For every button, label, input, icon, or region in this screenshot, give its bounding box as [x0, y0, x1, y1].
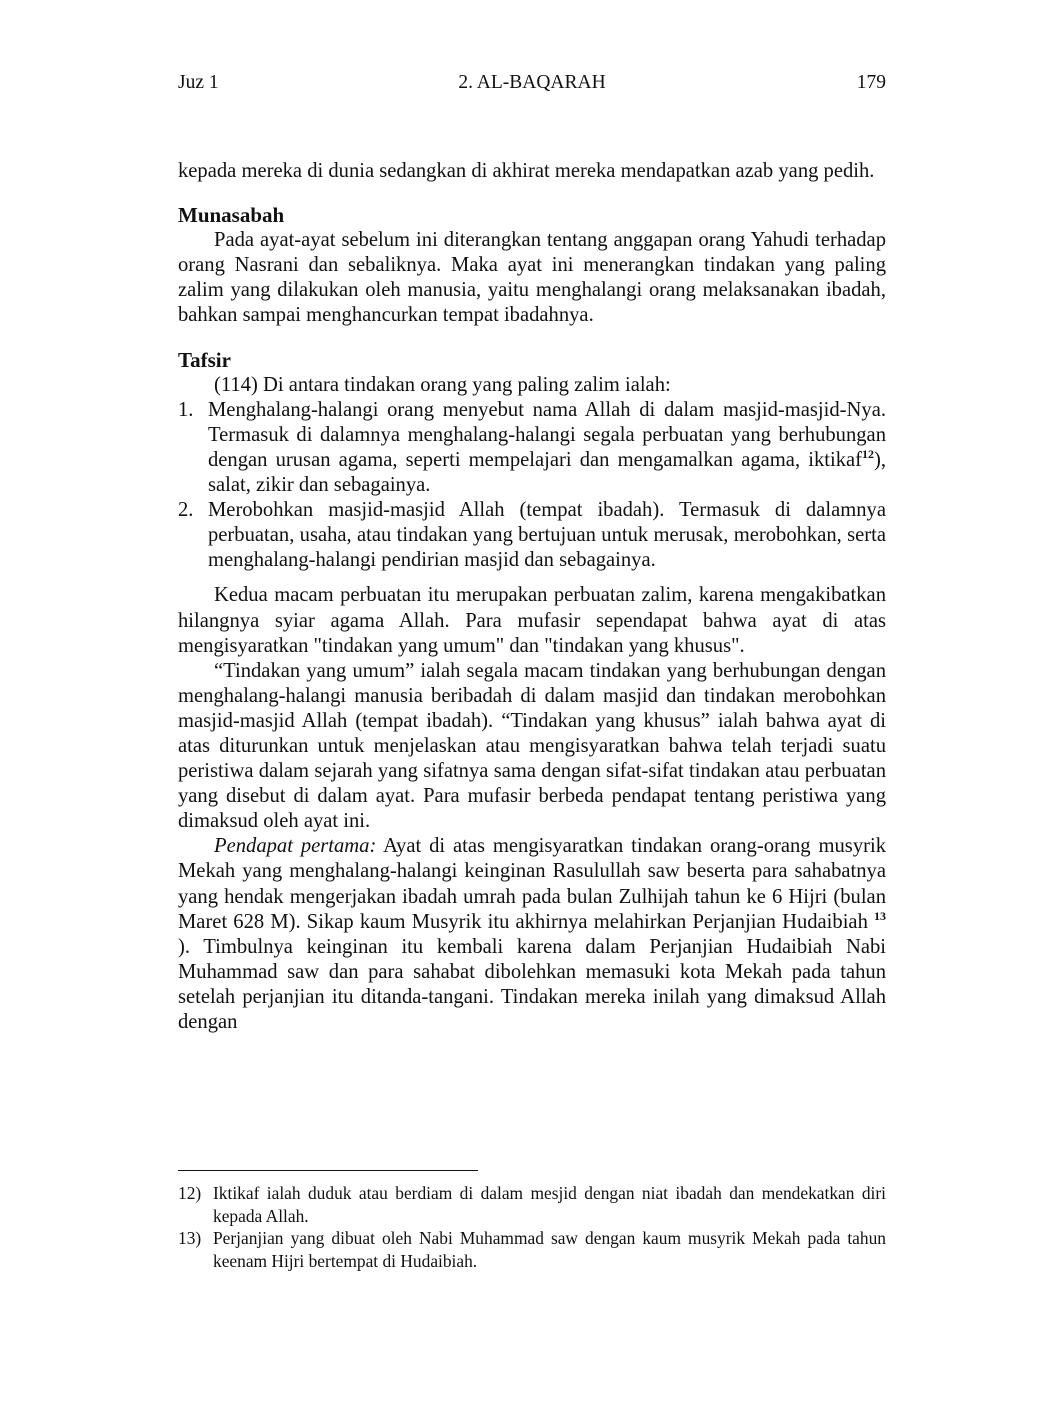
- footnote-12: [178, 1182, 886, 1227]
- list-text-cont: ), salat, zikir dan sebagainya.: [208, 448, 886, 497]
- list-number: 2.: [178, 499, 194, 522]
- munasabah-paragraph: Pada ayat-ayat sebelum ini diterangkan tentang anggapan orang Yahudi terhadap orang Nasrani dan sebaliknya. Maka ayat ini menerangkan tindakan yang paling zalim yang dilakukan oleh manusia, yaitu menghalangi orang melaksanakan ibadah, bahkan sampai menghancurkan tempat ibadahnya.: [178, 229, 886, 327]
- paragraph-text-cont: ). Timbulnya keinginan itu kembali karena dalam Perjanjian Hudaibiah Nabi Muhammad saw dan para sahabat dibolehkan memasuki kota Mekah pada tahun setelah perjanjian itu ditanda-tangani. Tindakan mereka inilah yang dimaksud Allah dengan: [178, 935, 886, 1033]
- footnote-13: [178, 1227, 886, 1272]
- paragraph-text: Ayat di atas mengisyaratkan tindakan orang-orang musyrik Mekah yang menghalang-halangi keinginan Rasulullah saw beserta para sahabatnya yang hendak mengerjakan ibadah umrah pada bulan Zulhijah tahun ke 6 Hijri (bulan Maret 628 M). Sikap kaum Musyrik itu akhirnya melahirkan Perjanjian Hudaibiah: [178, 835, 886, 933]
- tafsir-paragraph-3: [178, 834, 886, 1035]
- juz-label: Juz 1: [178, 72, 219, 93]
- list-text: Menghalang-halangi orang menyebut nama Allah di dalam masjid-masjid-Nya. Termasuk di dalamnya menghalang-halangi segala perbuatan yang berhubungan dengan urusan agama, seperti mempelajari dan mengamalkan agama, iktikaf: [208, 398, 886, 471]
- tafsir-lead: (114) Di antara tindakan orang yang paling zalim ialah:: [214, 373, 671, 396]
- footnote-number: 12): [178, 1183, 202, 1203]
- footnote-ref-13[interactable]: 13: [874, 908, 886, 923]
- footnote-ref-12[interactable]: 12: [861, 446, 874, 461]
- list-item: [178, 398, 886, 498]
- tafsir-heading: Tafsir: [178, 347, 231, 372]
- list-number: 1.: [178, 398, 194, 421]
- italic-lead: Pendapat pertama:: [214, 835, 377, 858]
- surah-title: 2. AL-BAQARAH: [458, 72, 606, 93]
- munasabah-heading: Munasabah: [178, 203, 285, 228]
- intro-paragraph: kepada mereka di dunia sedangkan di akhirat mereka mendapatkan azab yang pedih.: [178, 160, 875, 182]
- tafsir-paragraph-1: Kedua macam perbuatan itu merupakan perbuatan zalim, karena mengakibatkan hilangnya syiar agama Allah. Para mufasir sependapat bahwa ayat di atas mengisyaratkan "tindakan yang umum" dan "tindakan yang khusus".: [178, 584, 886, 657]
- footnote-number: 13): [178, 1228, 202, 1248]
- list-item: [178, 498, 886, 573]
- running-header: [178, 72, 886, 98]
- footnote-text: Perjanjian yang dibuat oleh Nabi Muhammad saw dengan kaum musyrik Mekah pada tahun keenam Hijri bertempat di Hudaibiah.: [213, 1228, 886, 1271]
- tafsir-paragraph-2: “Tindakan yang umum” ialah segala macam tindakan yang berhubungan dengan menghalang-halangi manusia beribadah di dalam masjid dan tindakan merobohkan masjid-masjid Allah (tempat ibadah). “Tindakan yang khusus” ialah bahwa ayat di atas diturunkan untuk menjelaskan atau mengisyaratkan bahwa telah terjadi suatu peristiwa dalam sejarah yang sifatnya sama dengan sifat-sifat tindakan atau perbuatan yang disebut di dalam ayat. Para mufasir berbeda pendapat tentang peristiwa yang dimaksud oleh ayat ini.: [178, 659, 886, 833]
- footnotes: [178, 1182, 886, 1272]
- footnote-divider: [178, 1170, 478, 1171]
- page-number: 179: [856, 72, 886, 93]
- main-text: [178, 159, 886, 1035]
- footnote-text: Iktikaf ialah duduk atau berdiam di dalam mesjid dengan niat ibadah dan mendekatkan diri kepada Allah.: [213, 1183, 886, 1226]
- tafsir-list: [178, 398, 886, 574]
- list-text: Merobohkan masjid-masjid Allah (tempat ibadah). Termasuk di dalamnya perbuatan, usaha, atau tindakan yang bertujuan untuk merusak, merobohkan, serta menghalang-halangi pendirian masjid dan sebagainya.: [208, 499, 886, 572]
